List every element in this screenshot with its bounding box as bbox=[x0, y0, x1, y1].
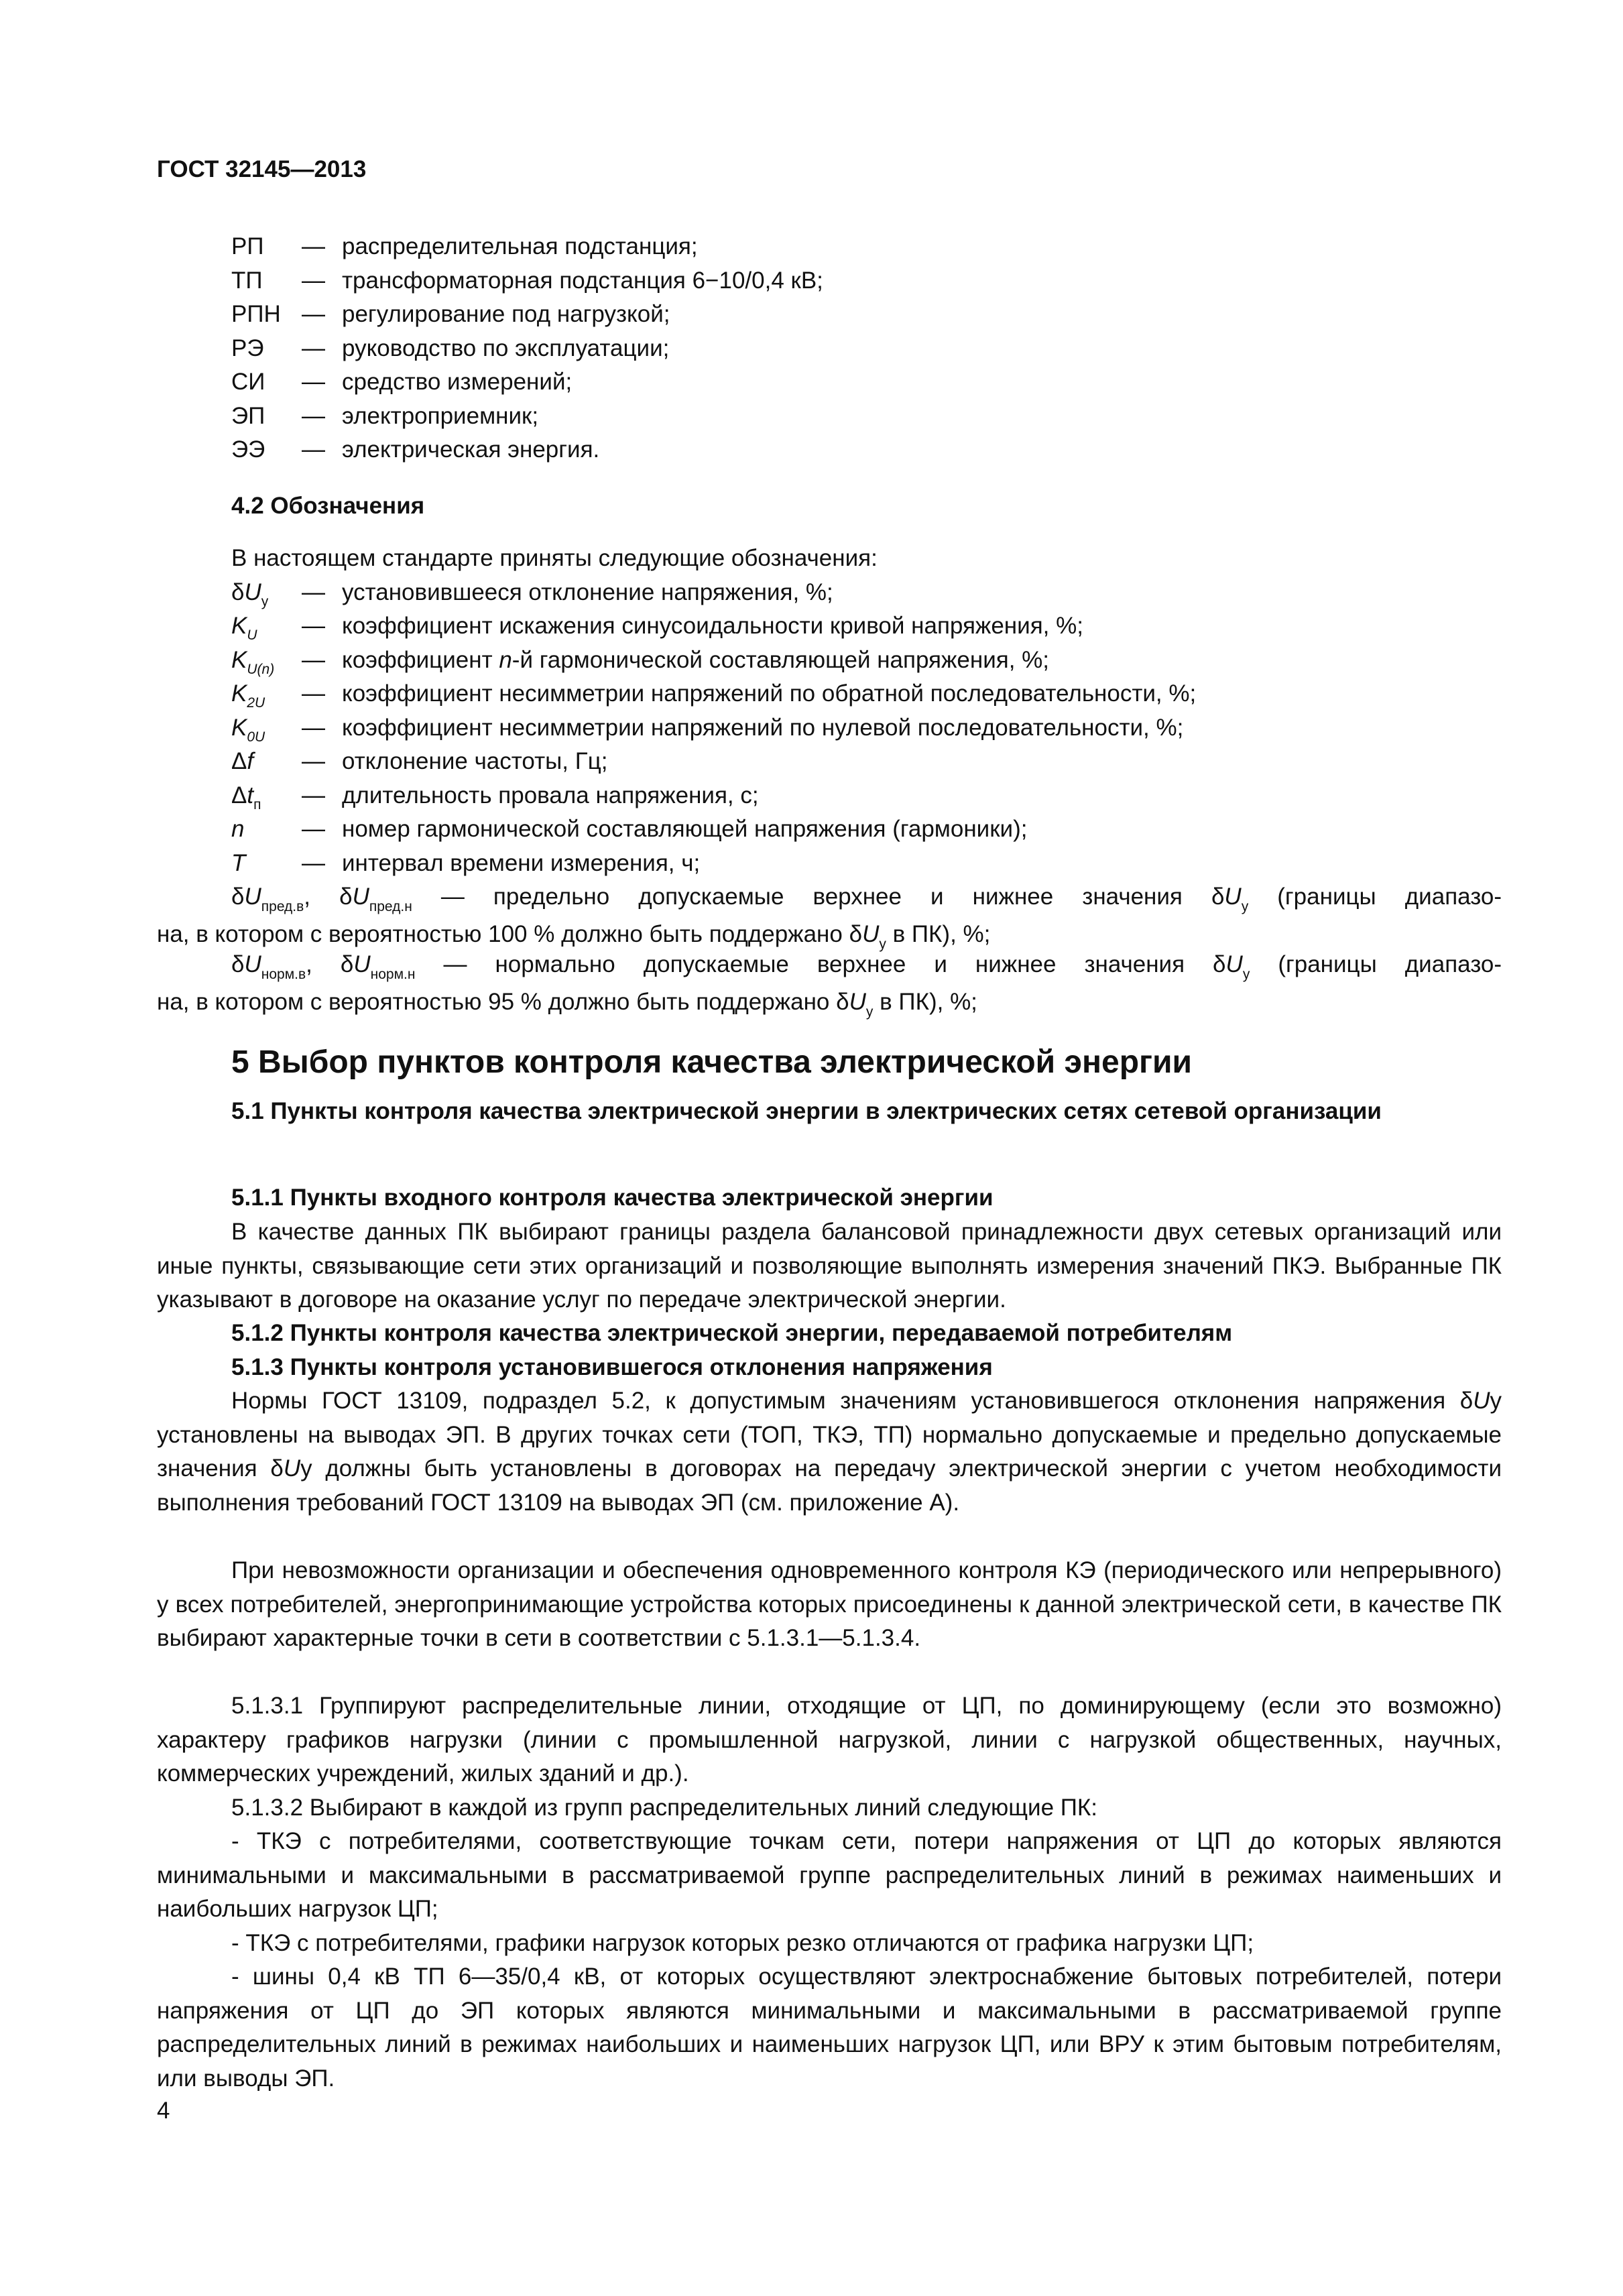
paragraph-5-1-3-1: 5.1.3.1 Группируют распределительные линии, отходящие от ЦП, по доминирующему (если это возможно) характеру графиков нагрузки (линии с промышленной нагрузкой, линии с нагрузкой общественных, научных, коммерческих учреждений, жилых зданий и др.). bbox=[157, 1693, 1502, 1787]
definition-text: в ПК), %; bbox=[873, 988, 977, 1015]
symbol-row bbox=[231, 847, 1502, 881]
symbol-description-italic: n bbox=[499, 646, 512, 673]
symbol-base: K bbox=[231, 613, 247, 639]
limit-pred-definition bbox=[157, 880, 1502, 955]
definition-text: — нормально допускаемые верхнее и нижнее значения δ bbox=[415, 951, 1226, 977]
symbol-prefix: δ bbox=[231, 579, 245, 605]
section-heading-5-1-1: 5.1.1 Пункты входного контроля качества электрической энергии bbox=[231, 1185, 994, 1211]
symbol-prefix: Δ bbox=[231, 748, 247, 774]
symbol-base: K bbox=[231, 714, 247, 741]
document-code-header: ГОСТ 32145—2013 bbox=[157, 156, 367, 182]
definition-text: на, в котором с вероятностью 95 % должно быть поддержано δ bbox=[157, 988, 849, 1015]
definition-text: в ПК), %; bbox=[886, 920, 991, 947]
section-heading-5-1: 5.1 Пункты контроля качества электрической энергии в электрических сетях сетевой организации bbox=[231, 1098, 1382, 1124]
symbol bbox=[231, 576, 268, 610]
definition-text: на, в котором с вероятностью 100 % должно быть поддержано δ bbox=[157, 920, 863, 947]
abbreviation-dash: — bbox=[302, 402, 325, 429]
symbol-base: K bbox=[231, 680, 247, 707]
symbol-base: K bbox=[231, 646, 247, 673]
symbol-base: T bbox=[231, 849, 246, 876]
limit-norm-line-2 bbox=[157, 985, 1502, 1023]
paragraph-5-1-3-2: 5.1.3.2 Выбирают в каждой из групп распределительных линий следующие ПК: bbox=[231, 1795, 1098, 1821]
abbreviation-description: распределительная подстанция; bbox=[342, 233, 698, 259]
symbol-dash: — bbox=[302, 849, 325, 876]
symbol-row bbox=[231, 644, 1502, 678]
symbol-subscript: U(n) bbox=[247, 661, 275, 677]
limit-norm-line-1 bbox=[157, 948, 1502, 985]
paragraph-5-1-3-impossibility: При невозможности организации и обеспечения одновременного контроля КЭ (периодического или непрерывного) у всех потребителей, энергопринимающие устройства которых присоединены к данной электрической сети, в качестве ПК выбирают характерные точки в сети в соответствии с 5.1.3.1—5.1.3.4. bbox=[157, 1557, 1502, 1651]
symbol bbox=[231, 812, 244, 847]
paragraph-text: y должны быть установлены в договорах на передачу электрической энергии с учетом необходимости выполнения требований ГОСТ 13109 на выводах ЭП (см. приложение А). bbox=[157, 1455, 1502, 1516]
symbol-subscript: норм.н bbox=[370, 967, 416, 982]
symbol-base: U bbox=[1225, 951, 1243, 977]
symbol-prefix: δ bbox=[339, 884, 353, 910]
symbol bbox=[231, 847, 245, 881]
symbol-base: U bbox=[352, 884, 369, 910]
symbol-row bbox=[231, 576, 1502, 610]
symbol-description: отклонение частоты, Гц; bbox=[342, 748, 608, 774]
symbol bbox=[231, 779, 261, 813]
paragraph-5-1-1: В качестве данных ПК выбирают границы раздела балансовой принадлежности двух сетевых организаций или иные пункты, связывающие сети этих организаций и позволяющие выполнять измерения значений ПКЭ. Выбранные ПК указывают в договоре на оказание услуг по передаче электрической энергии. bbox=[157, 1219, 1502, 1313]
abbreviation-description: руководство по эксплуатации; bbox=[342, 335, 670, 361]
limit-norm-definition bbox=[157, 948, 1502, 1022]
list-item: - ТКЭ с потребителями, графики нагрузок которых резко отличаются от графика нагрузки ЦП; bbox=[231, 1930, 1254, 1956]
symbol bbox=[231, 711, 265, 745]
symbol-subscript: 2U bbox=[247, 695, 265, 711]
symbol-base: t bbox=[247, 782, 254, 808]
section-heading-5-1-3: 5.1.3 Пункты контроля установившегося отклонения напряжения bbox=[231, 1354, 993, 1380]
symbol bbox=[231, 745, 253, 779]
section-heading-5: 5 Выбор пунктов контроля качества электрической энергии bbox=[231, 1044, 1193, 1080]
symbol-prefix: Δ bbox=[231, 782, 247, 808]
abbreviation-description: электроприемник; bbox=[342, 402, 539, 429]
symbol-row bbox=[231, 812, 1502, 847]
symbol-prefix: δ bbox=[231, 884, 245, 910]
symbol-base: U bbox=[244, 951, 261, 977]
symbol-description: коэффициент несимметрии напряжений по обратной последовательности, %; bbox=[342, 680, 1197, 707]
symbol-dash: — bbox=[302, 714, 325, 741]
symbol-description: коэффициент несимметрии напряжений по нулевой последовательности, %; bbox=[342, 714, 1184, 741]
definition-text: (границы диапазо- bbox=[1250, 951, 1502, 977]
abbreviation-description: регулирование под нагрузкой; bbox=[342, 301, 670, 327]
abbreviation-dash: — bbox=[302, 335, 325, 361]
symbol-subscript: пред.в bbox=[261, 899, 304, 914]
symbol-base: f bbox=[247, 748, 254, 774]
section-heading-5-1-2: 5.1.2 Пункты контроля качества электрической энергии, передаваемой потребителям bbox=[231, 1320, 1233, 1346]
symbol-dash: — bbox=[302, 613, 325, 639]
abbreviation-dash: — bbox=[302, 436, 325, 463]
symbol-subscript: U bbox=[247, 627, 257, 643]
abbreviation-dash: — bbox=[302, 233, 325, 259]
page-number: 4 bbox=[157, 2098, 170, 2124]
symbols-intro: В настоящем стандарте приняты следующие обозначения: bbox=[231, 545, 878, 571]
symbol-dash: — bbox=[302, 680, 325, 707]
abbreviation-term: ЭП bbox=[231, 402, 265, 429]
symbol-row bbox=[231, 711, 1502, 745]
symbol-description: коэффициент искажения синусоидальности кривой напряжения, %; bbox=[342, 613, 1083, 639]
symbol-dash: — bbox=[302, 782, 325, 808]
symbol-subscript: y bbox=[261, 593, 269, 609]
symbol-subscript: y bbox=[865, 1004, 874, 1020]
symbol-description-part: -й гармонической составляющей напряжения, %; bbox=[512, 646, 1050, 673]
symbols-block bbox=[231, 542, 1502, 880]
symbol-base: U bbox=[1473, 1388, 1490, 1414]
abbreviation-term: ЭЭ bbox=[231, 436, 265, 463]
symbol-base: U bbox=[283, 1455, 301, 1482]
abbreviation-description: электрическая энергия. bbox=[342, 436, 600, 463]
symbol-dash: — bbox=[302, 646, 325, 673]
symbol-subscript: п bbox=[253, 796, 261, 812]
symbol-description: номер гармонической составляющей напряжения (гармоники); bbox=[342, 816, 1028, 842]
symbol-separator: , bbox=[306, 951, 341, 977]
symbol-description: установившееся отклонение напряжения, %; bbox=[342, 579, 833, 605]
symbol-base: U bbox=[244, 579, 261, 605]
symbol bbox=[231, 609, 257, 644]
abbreviation-dash: — bbox=[302, 369, 325, 395]
symbol-dash: — bbox=[302, 579, 325, 605]
symbol-row bbox=[231, 677, 1502, 711]
symbol bbox=[231, 677, 265, 711]
symbol-base: U bbox=[849, 988, 866, 1015]
symbol-base: U bbox=[862, 920, 880, 947]
symbol-prefix: δ bbox=[340, 951, 354, 977]
symbol-base: U bbox=[353, 951, 371, 977]
symbol-base: U bbox=[244, 884, 261, 910]
symbol-description: интервал времени измерения, ч; bbox=[342, 849, 701, 876]
symbol-base: n bbox=[231, 816, 245, 842]
abbreviation-term: РП bbox=[231, 233, 264, 259]
symbol-base: U bbox=[1224, 884, 1242, 910]
limit-pred-line-1 bbox=[157, 880, 1502, 918]
paragraph-text: Нормы ГОСТ 13109, подраздел 5.2, к допустимым значениям установившегося отклонения напряжения δ bbox=[231, 1388, 1474, 1414]
section-heading-4-2: 4.2 Обозначения bbox=[231, 493, 425, 519]
definition-text: — предельно допускаемые верхнее и нижнее значения δ bbox=[412, 884, 1225, 910]
symbol-description bbox=[342, 644, 1049, 678]
symbol-description: длительность провала напряжения, с; bbox=[342, 782, 759, 808]
symbol-subscript: пред.н bbox=[369, 899, 412, 914]
symbol-subscript: 0U bbox=[247, 729, 265, 745]
symbol-row bbox=[231, 609, 1502, 644]
abbreviation-term: РПН bbox=[231, 301, 281, 327]
symbol-row bbox=[231, 745, 1502, 779]
abbreviation-term: ТП bbox=[231, 267, 263, 294]
abbreviation-dash: — bbox=[302, 301, 325, 327]
symbol-subscript: y bbox=[879, 936, 886, 952]
abbreviation-term: РЭ bbox=[231, 335, 264, 361]
abbreviation-description: трансформаторная подстанция 6−10/0,4 кВ; bbox=[342, 267, 823, 294]
symbol-row bbox=[231, 779, 1502, 813]
abbreviation-term: СИ bbox=[231, 369, 265, 395]
symbol-subscript: y bbox=[1241, 899, 1249, 914]
symbol-separator: , bbox=[304, 884, 340, 910]
abbreviation-dash: — bbox=[302, 267, 325, 294]
list-item: - ТКЭ с потребителями, соответствующие точкам сети, потери напряжения от ЦП до которых являются минимальными и максимальными в рассматриваемой группе распределительных линий в режимах наименьших и наибольших нагрузок ЦП; bbox=[157, 1828, 1502, 1922]
abbreviation-description: средство измерений; bbox=[342, 369, 573, 395]
symbol-dash: — bbox=[302, 748, 325, 774]
paragraph-5-1-3-norms bbox=[157, 1384, 1502, 1520]
definition-text: (границы диапазо- bbox=[1248, 884, 1502, 910]
symbol-description-part: коэффициент bbox=[342, 646, 499, 673]
symbol-subscript: норм.в bbox=[261, 967, 306, 982]
symbol bbox=[231, 644, 274, 678]
symbol-subscript: y bbox=[1242, 967, 1250, 982]
list-item: - шины 0,4 кВ ТП 6—35/0,4 кВ, от которых осуществляют электроснабжение бытовых потребителей, потери напряжения от ЦП до ЭП которых являются минимальными и максимальными в рассматриваемой группе распределительных линий в режимах наибольших и наименьших нагрузок ЦП, или ВРУ к этим бытовым потребителям, или выводы ЭП. bbox=[157, 1963, 1502, 2092]
symbol-dash: — bbox=[302, 816, 325, 842]
symbol-prefix: δ bbox=[231, 951, 245, 977]
paragraph-text: y установлены на выводах ЭП. В других точках сети (ТОП, ТКЭ, ТП) нормально допускаемые и предельно допускаемые значения δ bbox=[157, 1388, 1502, 1482]
